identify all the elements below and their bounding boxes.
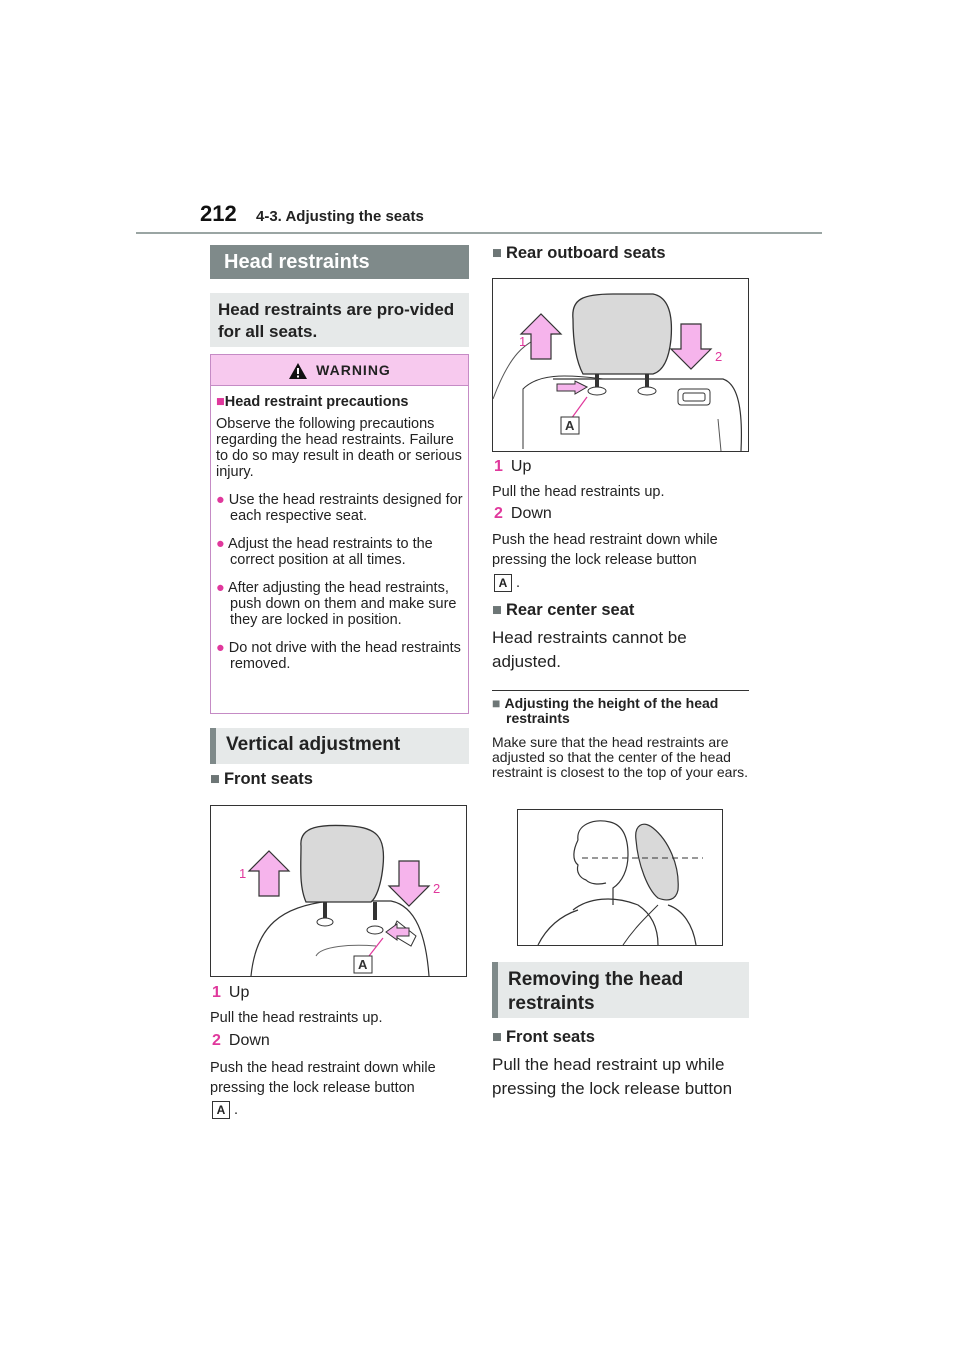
warning-item: ● Use the head restraints designed for each respective seat.	[216, 492, 463, 524]
warning-box	[210, 354, 469, 714]
square-bullet-icon: ■	[210, 770, 220, 788]
button-a-icon: A	[212, 1101, 230, 1119]
rear-outboard-heading: ■ Rear outboard seats	[492, 244, 666, 262]
page-number: 212	[200, 201, 237, 226]
dot-bullet-icon: ●	[216, 640, 229, 656]
warning-text: Observe the following precautions regarding the head restraints. Failure to do so may result in death or serious injury.	[216, 416, 462, 480]
lock-button-reference: A .	[212, 1101, 238, 1119]
step-1-text: Pull the head restraints up.	[210, 1010, 383, 1026]
head-position-figure	[517, 809, 723, 946]
lock-button-reference: A .	[494, 574, 520, 592]
dot-bullet-icon: ●	[216, 580, 228, 596]
rear-center-heading: ■ Rear center seat	[492, 601, 635, 619]
figure-label-1: 1	[239, 866, 247, 881]
front-seats-text: Pull the head restraint up while pressing the lock release button	[492, 1055, 733, 1098]
warning-item: ● After adjusting the head restraints, push down on them and make sure they are locked in position.	[216, 580, 457, 628]
square-bullet-icon: ■	[492, 695, 501, 711]
note-text: Make sure that the head restraints are adjusted so that the center of the head restraint is closest to the top of your ears.	[492, 734, 749, 780]
dot-bullet-icon: ●	[216, 492, 229, 508]
step-2-text: Push the head restraint down while pressing the lock release button	[492, 532, 718, 568]
warning-item: ● Do not drive with the head restraints removed.	[216, 640, 461, 672]
warning-heading: ■Head restraint precautions	[216, 394, 409, 410]
front-seats-heading: ■ Front seats	[210, 770, 313, 788]
step-1: 1 Up	[212, 984, 250, 1001]
figure-label-a: A	[358, 957, 368, 972]
square-bullet-icon: ■	[492, 244, 502, 262]
square-bullet-icon: ■	[492, 601, 502, 619]
note-heading: ■ Adjusting the height of the head restraints	[492, 695, 719, 726]
step-2: 2 Down	[494, 505, 552, 522]
step-1: 1 Up	[494, 458, 532, 475]
rear-seat-figure	[492, 278, 749, 452]
figure-label-1: 1	[519, 334, 527, 349]
warning-triangle-icon	[288, 362, 308, 380]
step-1-text: Pull the head restraints up.	[492, 484, 665, 500]
figure-label-a: A	[565, 418, 575, 433]
step-2: 2 Down	[212, 1032, 270, 1049]
rear-center-text: Head restraints cannot be adjusted.	[492, 628, 687, 671]
figure-label-2: 2	[715, 349, 723, 364]
square-bullet-icon: ■	[216, 394, 225, 410]
figure-label-2: 2	[433, 881, 441, 896]
square-bullet-icon: ■	[492, 1028, 502, 1046]
step-2-text: Push the head restraint down while pressing the lock release button	[210, 1060, 436, 1096]
dot-bullet-icon: ●	[216, 536, 228, 552]
front-seat-figure	[210, 805, 467, 977]
front-seats-heading: ■ Front seats	[492, 1028, 595, 1046]
section-title-head-restraints: Head restraints	[210, 245, 469, 279]
section-title-removing: Removing the head restraints	[492, 962, 749, 1018]
intro-box: Head restraints are pro-vided for all seats.	[210, 293, 469, 347]
header-rule	[136, 232, 822, 234]
button-a-icon: A	[494, 574, 512, 592]
warning-header	[211, 355, 468, 386]
section-title-vertical-adjustment: Vertical adjustment	[210, 728, 469, 764]
note-divider	[492, 690, 749, 691]
chapter-title: 4-3. Adjusting the seats	[256, 208, 424, 225]
warning-label: WARNING	[316, 362, 391, 378]
warning-item: ● Adjust the head restraints to the correct position at all times.	[216, 536, 433, 568]
